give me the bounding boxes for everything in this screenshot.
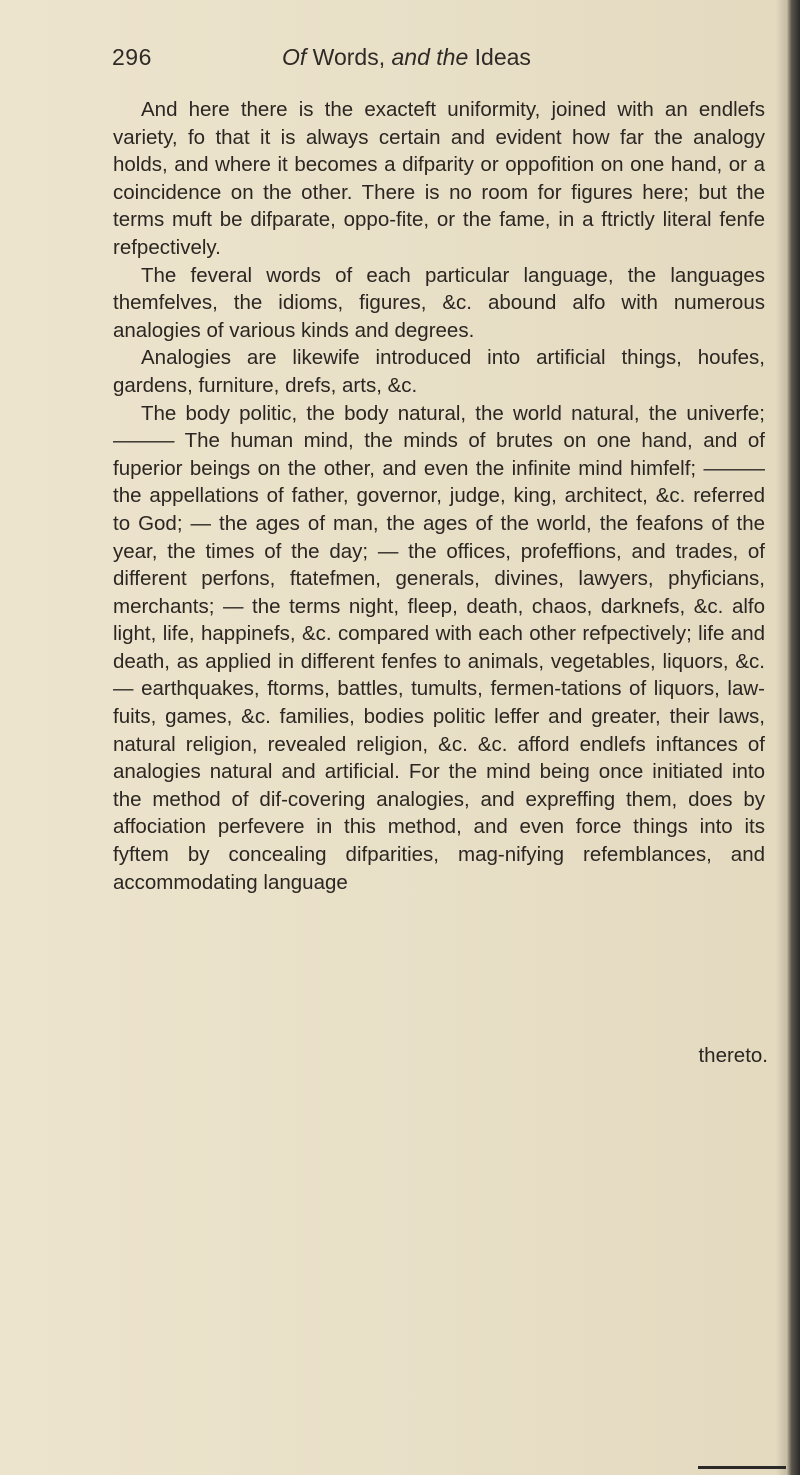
paragraph-languages: The feveral words of each particular language, the languages themfelves, the idioms, figures, &c. abound alfo with numerous analogies of various kinds and degrees.: [113, 263, 765, 342]
page-header: [112, 44, 792, 90]
running-head-ideas: Ideas: [474, 44, 531, 70]
running-head-words: Words,: [312, 44, 386, 70]
running-head-of: Of: [282, 44, 307, 70]
page-gutter-shadow: [776, 0, 786, 1475]
book-spine: [786, 0, 800, 1475]
paragraph-uniformity: And here there is the exacteft uniformity, joined with an endlefs variety, fo that it is always certain and evident how far the analogy holds, and where it becomes a difparity or oppofition on one hand, or a coincidence on the other. There is no room for figures here; but the terms muft be difparate, oppo-fite, or the fame, in a ftrictly literal fenfe refpectively.: [113, 98, 765, 259]
running-head-and-the: and the: [391, 44, 469, 70]
paragraph-body-politic: The body politic, the body natural, the world natural, the univerfe; ——— The human mind, the minds of brutes on one hand, and of fuperior beings on the other, and even the infinite mind himfelf; ——— the appellations of father, governor, judge, king, architect, &c. referred to God; — the ages of man, the ages of the world, the feafons of the year, the times of the day; — the offices, profeffions, and trades, of different perfons, ftatefmen, generals, divines, lawyers, phyficians, merchants; — the terms night, fleep, death, chaos, darknefs, &c. alfo light, life, happinefs, &c. compared with each other refpectively; life and death, as applied in different fenfes to animals, vegetables, liquors, &c. — earthquakes, ftorms, battles, tumults, fermen-tations of liquors, law-fuits, games, &c. families, bodies politic leffer and greater, their laws, natural religion, revealed religion, &c. &c. afford endlefs inftances of analogies natural and artificial. For the mind being once initiated into the method of dif-covering analogies, and expreffing them, does by affociation perfevere in this method, and even force things into its fyftem by concealing difparities, mag-nifying refemblances, and accommodating language: [113, 401, 765, 894]
body-text: [113, 96, 765, 896]
running-head: [282, 44, 531, 71]
bottom-rule: [698, 1466, 786, 1469]
closing-word: thereto.: [698, 1044, 768, 1067]
page-number: 296: [112, 44, 152, 70]
paragraph-artificial-things: Analogies are likewife introduced into artificial things, houfes, gardens, furniture, drefs, arts, &c.: [113, 346, 765, 397]
